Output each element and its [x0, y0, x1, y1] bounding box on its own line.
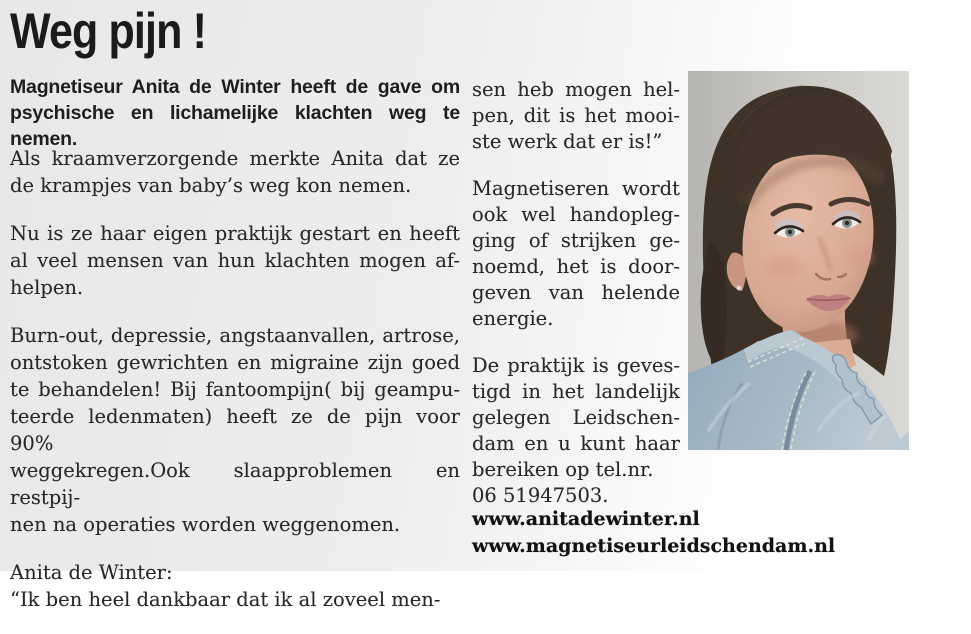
portrait-illustration	[688, 71, 909, 450]
middle-text-column	[472, 77, 680, 530]
website-anitadewinter: www.anitadewinter.nl	[472, 508, 700, 530]
paragraph	[472, 176, 680, 332]
website-magnetiseurleidschendam: www.magnetiseurleidschendam.nl	[472, 535, 836, 557]
left-text-column	[10, 145, 460, 634]
text-line: al veel mensen van hun klachten mogen af-	[10, 249, 460, 272]
paragraph-contact	[472, 353, 680, 509]
text-line: De praktijk is geves-	[472, 354, 680, 377]
paragraph	[472, 77, 680, 155]
text-line: Als kraamverzorgende merkte Anita dat ze	[10, 147, 460, 170]
text-line: gelegen Leidschen-	[472, 406, 680, 429]
text-line: Anita de Winter:	[10, 561, 173, 584]
text-line: pen, dit is het mooi-	[472, 104, 680, 127]
website-links	[472, 506, 912, 560]
scan-wash-overlay	[688, 71, 909, 450]
text-line: te behandelen! Bij fantoompijn( bij geampu-	[10, 378, 460, 401]
article-title: Weg pijn !	[10, 3, 207, 59]
paragraph	[10, 145, 460, 199]
text-line: Magnetiseur Anita de Winter heeft de gave om	[10, 76, 460, 98]
paragraph-quote	[10, 559, 460, 613]
text-line: Nu is ze haar eigen praktijk gestart en heeft	[10, 222, 460, 245]
text-line: ging of strijken ge-	[472, 229, 680, 252]
text-line: noemd, het is door-	[472, 255, 680, 278]
text-line: teerde ledenmaten) heeft ze de pijn voor 90%	[10, 405, 460, 455]
portrait-photo	[688, 71, 909, 450]
text-line: de krampjes van baby’s weg kon nemen.	[10, 174, 412, 197]
text-line: energie.	[472, 307, 554, 330]
text-line: bereiken op tel.nr.	[472, 458, 654, 481]
text-line: tigd in het landelijk	[472, 380, 680, 403]
text-line: psychische en lichamelijke klachten weg te nemen.	[10, 102, 460, 150]
text-line: 06 51947503.	[472, 484, 609, 507]
text-line: Burn-out, depressie, angstaanvallen, artrose,	[10, 324, 460, 347]
paragraph	[10, 220, 460, 301]
text-line: sen heb mogen hel-	[472, 78, 680, 101]
text-line: nen na operaties worden weggenomen.	[10, 513, 401, 536]
text-line: “Ik ben heel dankbaar dat ik al zoveel men-	[10, 588, 441, 611]
text-line: Magnetiseren wordt	[472, 177, 680, 200]
text-line: geven van helende	[472, 281, 680, 304]
text-line: weggekregen.Ook slaapproblemen en restpij-	[10, 459, 460, 509]
article-intro	[10, 74, 460, 152]
text-line: ook wel handopleg-	[472, 203, 680, 226]
text-line: dam en u kunt haar	[472, 432, 680, 455]
text-line: ste werk dat er is!”	[472, 130, 663, 153]
text-line: helpen.	[10, 276, 84, 299]
paragraph	[10, 322, 460, 538]
text-line: ontstoken gewrichten en migraine zijn goed	[10, 351, 460, 374]
